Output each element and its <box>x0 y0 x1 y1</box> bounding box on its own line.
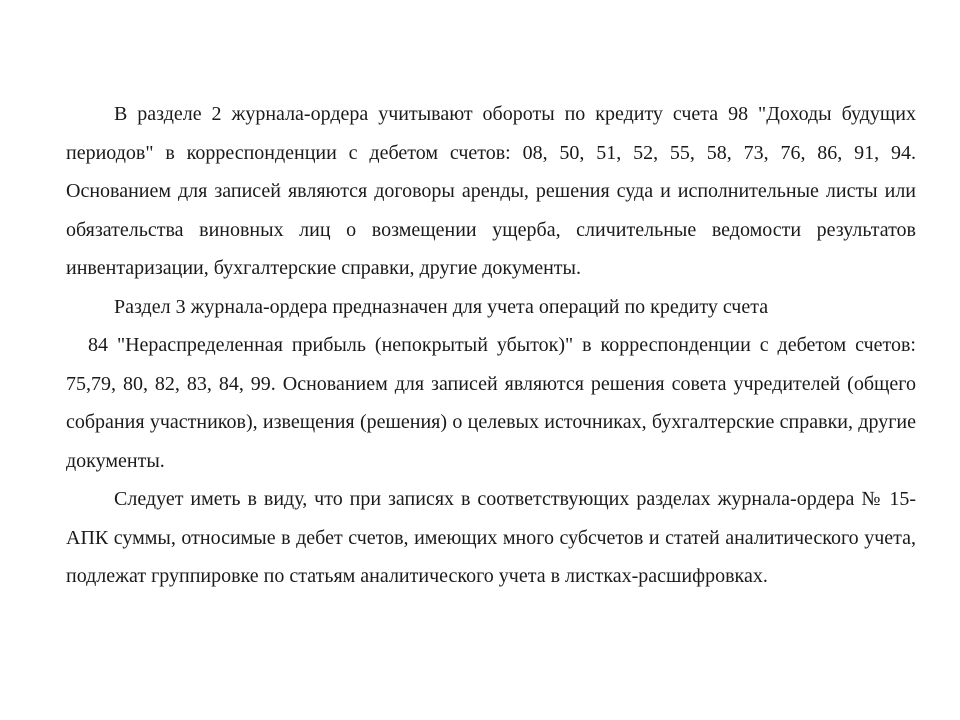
paragraph-analytical-grouping: Следует иметь в виду, что при записях в соответствующих разделах журнала-ордера № 15-АПК суммы, относимые в дебет счетов, имеющих много субсчетов и статей аналитического учета, подлежат группировке по статьям аналитического учета в листках-расшифровках. <box>66 488 916 587</box>
paragraph-journal-section-2: В разделе 2 журнала-ордера учитывают обороты по кредиту счета 98 "Доходы будущих периодов" в корреспонденции с дебетом счетов: 08, 50, 51, 52, 55, 58, 73, 76, 86, 91, 94. Основанием для записей являются договоры аренды, решения суда и исполнительные листы или обязательства виновных лиц о возмещении ущерба, сличительные ведомости результатов инвентаризации, бухгалтерские справки, другие документы. <box>66 103 916 279</box>
paragraph-journal-section-3-intro: Раздел 3 журнала-ордера предназначен для учета операций по кредиту счета <box>114 295 769 318</box>
paragraph-journal-section-3-body: 84 "Нераспределенная прибыль (непокрытый убыток)" в корреспонденции с дебетом счетов: 75,79, 80, 82, 83, 84, 99. Основанием для записей являются решения совета учредителей (общего собрания участников), извещения (решения) о целевых источниках, бухгалтерские справки, другие документы. <box>66 334 916 472</box>
document-body <box>66 95 916 596</box>
